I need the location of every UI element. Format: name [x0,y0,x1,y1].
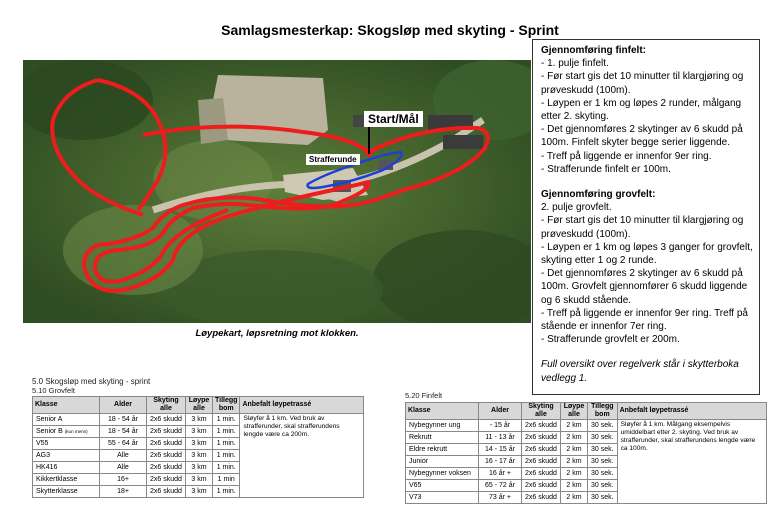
cell-klasse [33,426,100,438]
cell-tillegg: 30 sek. [588,432,618,444]
cell-alder: 65 - 72 år [479,480,522,492]
table-row [33,414,364,426]
course-map [23,60,531,323]
cell-loype: 2 km [561,492,588,504]
cell-alder: 73 år + [479,492,522,504]
cell-alder: - 15 år [479,420,522,432]
cell-klasse: Kikkertklasse [33,474,100,486]
finfelt-line: prøveskudd (100m). [541,84,631,96]
cell-alder: 18 - 54 år [100,414,147,426]
col-tillegg: Tillegg bom [213,397,240,414]
cell-klasse: V65 [406,480,479,492]
klasse-name: Senior B [36,427,63,435]
cell-tillegg: 30 sek. [588,480,618,492]
rules-note [541,358,759,384]
start-goal-label: Start/Mål [364,111,423,127]
cell-loype: 3 km [186,462,213,474]
table-row [406,420,767,432]
cell-klasse: Skytterklasse [33,486,100,498]
cell-alder: 55 - 64 år [100,438,147,450]
cell-skyting: 2x6 skudd [522,468,561,480]
grovfelt-subheading: 5.10 Grovfelt [32,386,75,395]
col-klasse: Klasse [406,403,479,420]
col-loype: Løype alle [186,397,213,414]
grovfelt-line: 2. pulje grovfelt. [541,202,612,214]
grovfelt-table [32,396,364,498]
cell-loype: 3 km [186,414,213,426]
col-loype: Løype alle [561,403,588,420]
finfelt-subheading: 5.20 Finfelt [405,391,443,400]
cell-loype: 2 km [561,420,588,432]
col-anbefalt: Anbefalt løypetrassé [240,397,364,414]
cell-skyting: 2x6 skudd [522,420,561,432]
cell-klasse: Senior A [33,414,100,426]
grovfelt-line: - Strafferunde grovfelt er 200m. [541,334,680,346]
cell-klasse: Nybegynner voksen [406,468,479,480]
finfelt-line: - 1. pulje finfelt. [541,58,609,70]
cell-skyting: 2x6 skudd [147,426,186,438]
cell-alder: 16 - 17 år [479,456,522,468]
cell-klasse: Rekrutt [406,432,479,444]
rules-note-line: Full oversikt over regelverk står i skytterboka [541,359,739,371]
grovfelt-line: - Før start gis det 10 minutter til klargjøring og [541,215,744,227]
cell-alder: Alle [100,462,147,474]
cell-skyting: 2x6 skudd [147,438,186,450]
finfelt-line: 100m. Finfelt skyter begge serier liggende. [541,137,730,149]
cell-skyting: 2x6 skudd [147,486,186,498]
cell-tillegg: 30 sek. [588,492,618,504]
grovfelt-line: - Treff på liggende er innenfor 9er ring. Treff på [541,307,748,319]
section-heading: 5.0 Skogsløp med skyting - sprint [32,377,151,386]
finfelt-heading: Gjennomføring finfelt: [541,45,646,56]
grovfelt-line: - Det gjennomføres 2 skytinger av 6 skudd på [541,268,743,280]
cell-anbefalt: Sløyfer å 1 km. Ved bruk av strafferunder, skal strafferundens lengde være ca 200m. [240,414,364,498]
cell-klasse: Eldre rekrutt [406,444,479,456]
cell-loype: 2 km [561,480,588,492]
cell-skyting: 2x6 skudd [147,450,186,462]
cell-skyting: 2x6 skudd [522,432,561,444]
cell-alder: 16 år + [479,468,522,480]
aerial-map-image [23,60,531,323]
grovfelt-line: - Løypen er 1 km og løpes 3 ganger for grovfelt, [541,241,753,253]
page-title: Samlagsmesterkap: Skogsløp med skyting - Sprint [221,22,559,38]
cell-klasse: V55 [33,438,100,450]
finfelt-line: - Før start gis det 10 minutter til klargjøring og [541,71,744,83]
cell-klasse: V73 [406,492,479,504]
cell-skyting: 2x6 skudd [522,444,561,456]
cell-alder: 16+ [100,474,147,486]
grovfelt-heading: Gjennomføring grovfelt: [541,189,656,201]
cell-tillegg: 30 sek. [588,456,618,468]
cell-alder: 14 - 15 år [479,444,522,456]
grovfelt-line: prøveskudd (100m). [541,228,631,240]
cell-tillegg: 30 sek. [588,420,618,432]
col-tillegg: Tillegg bom [588,403,618,420]
cell-tillegg: 30 sek. [588,468,618,480]
table-header-row [33,397,364,414]
cell-alder: Alle [100,450,147,462]
cell-tillegg: 1 min. [213,438,240,450]
grovfelt-line: 100m. Grovfelt gjennomfører 6 skudd liggende [541,281,748,293]
cell-loype: 3 km [186,486,213,498]
cell-tillegg: 30 sek. [588,444,618,456]
cell-skyting: 2x6 skudd [147,414,186,426]
cell-skyting: 2x6 skudd [147,462,186,474]
cell-tillegg: 1 min [213,474,240,486]
cell-loype: 3 km [186,438,213,450]
cell-loype: 3 km [186,426,213,438]
finfelt-line: - Det gjennomføres 2 skytinger av 6 skudd på [541,124,743,136]
col-anbefalt: Anbefalt løypetrassé [617,403,766,420]
rules-info-box [532,39,760,395]
finfelt-line: - Treff på liggende er innenfor 9er ring. [541,150,712,162]
cell-alder: 11 - 13 år [479,432,522,444]
cell-alder: 18+ [100,486,147,498]
rules-note-line: vedlegg 1. [541,372,588,384]
cell-klasse: Nybegynner ung [406,420,479,432]
cell-skyting: 2x6 skudd [522,492,561,504]
cell-loype: 3 km [186,450,213,462]
cell-loype: 3 km [186,474,213,486]
cell-klasse: HK416 [33,462,100,474]
cell-tillegg: 1 min. [213,414,240,426]
col-alder: Alder [479,403,522,420]
cell-klasse: Junior [406,456,479,468]
cell-loype: 2 km [561,444,588,456]
cell-tillegg: 1 min. [213,462,240,474]
cell-loype: 2 km [561,432,588,444]
cell-alder: 18 - 54 år [100,426,147,438]
cell-klasse: AG3 [33,450,100,462]
cell-tillegg: 1 min. [213,426,240,438]
cell-loype: 2 km [561,468,588,480]
klasse-qualifier: (kun menn) [64,428,88,434]
cell-skyting: 2x6 skudd [147,474,186,486]
col-klasse: Klasse [33,397,100,414]
finfelt-table [405,402,767,504]
finfelt-line: - Løypen er 1 km og løpes 2 runder, målgang [541,97,742,109]
finfelt-line: - Strafferunde finfelt er 100m. [541,163,671,175]
cell-skyting: 2x6 skudd [522,456,561,468]
table-header-row [406,403,767,420]
cell-tillegg: 1 min. [213,486,240,498]
map-caption: Løypekart, løpsretning mot klokken. [195,328,359,339]
grovfelt-line: stående er innenfor 7er ring. [541,321,667,333]
col-skyting: Skyting alle [522,403,561,420]
finfelt-line: etter 2. skyting. [541,111,609,123]
cell-anbefalt: Sløyfer å 1 km. Målgang eksempelvis umiddelbart etter 2. skyting. Ved bruk av strafferunder, skal strafferundens lengde være ca 100m. [617,420,766,504]
col-skyting: Skyting alle [147,397,186,414]
cell-tillegg: 1 min. [213,450,240,462]
grovfelt-line: skyting etter 1 og 2 runde. [541,255,657,267]
grovfelt-line: og 6 skudd stående. [541,294,632,306]
cell-skyting: 2x6 skudd [522,480,561,492]
penalty-loop-label: Strafferunde [306,154,360,165]
col-alder: Alder [100,397,147,414]
cell-loype: 2 km [561,456,588,468]
